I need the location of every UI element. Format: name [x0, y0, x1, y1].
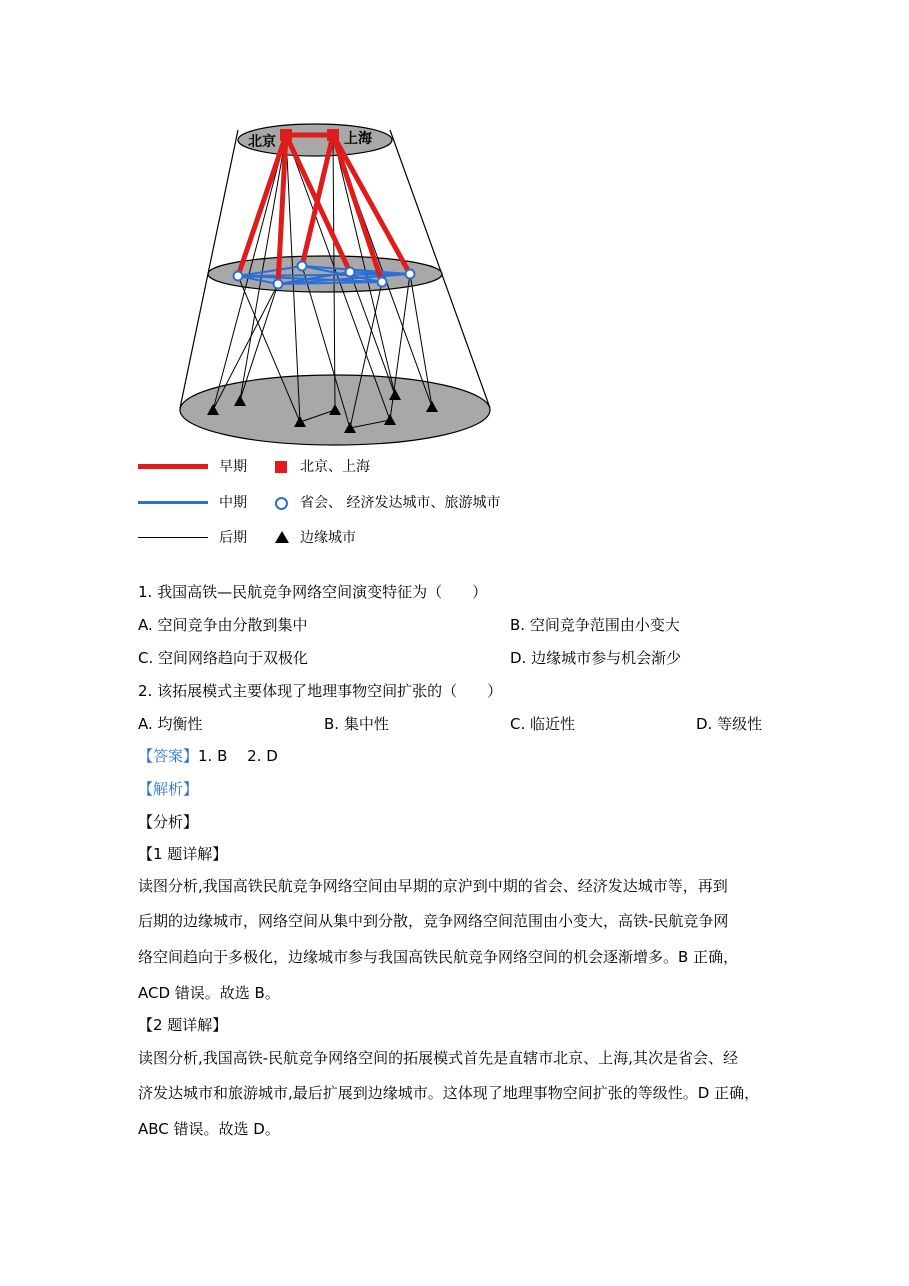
- answer-tag: 【答案】: [138, 747, 199, 765]
- q1-option-a: A. 空间竞争由分散到集中: [138, 616, 308, 634]
- q1-detail-tag: 【1 题详解】: [138, 845, 228, 863]
- mid-node-icon: [274, 280, 283, 289]
- q1-option-c: C. 空间网络趋向于双极化: [138, 649, 309, 667]
- q1-detail-line: ACD 错误。故选 B。: [138, 984, 280, 1002]
- legend-early-line: [138, 464, 208, 469]
- mid-node-icon: [378, 278, 387, 287]
- legend-early-desc: 北京、上海: [300, 459, 370, 475]
- q1-detail-line: 后期的边缘城市，网络空间从集中到分散，竞争网络空间范围由小变大，高铁-民航竞争网: [138, 912, 729, 930]
- mid-node-icon: [298, 262, 307, 271]
- legend-late-label: 后期: [219, 530, 247, 546]
- legend-early-label: 早期: [219, 459, 247, 475]
- legend-mid-desc: 省会、 经济发达城市、旅游城市: [300, 495, 501, 511]
- mid-node-icon: [234, 272, 243, 281]
- red-square-icon: [275, 461, 287, 473]
- black-triangle-icon: [275, 531, 289, 543]
- q1-stem: 1. 我国高铁—民航竞争网络空间演变特征为（ ）: [138, 583, 488, 601]
- mid-node-icon: [346, 268, 355, 277]
- q1-option-d: D. 边缘城市参与机会渐少: [510, 649, 682, 667]
- q2-detail-line: ABC 错误。故选 D。: [138, 1120, 280, 1138]
- legend-late-desc: 边缘城市: [300, 530, 356, 546]
- network-expansion-diagram: [170, 110, 500, 455]
- legend-mid-label: 中期: [219, 495, 247, 511]
- legend-late-line: [138, 537, 208, 538]
- q2-option-a: A. 均衡性: [138, 715, 203, 733]
- fenxi-tag: 【分析】: [138, 813, 199, 831]
- blue-circle-icon: [275, 497, 288, 510]
- q2-option-b: B. 集中性: [324, 715, 389, 733]
- q1-option-b: B. 空间竞争范围由小变大: [510, 616, 680, 634]
- q2-detail-line: 读图分析,我国高铁-民航竞争网络空间的拓展模式首先是直辖市北京、上海,其次是省会、经: [138, 1049, 738, 1067]
- mid-node-icon: [406, 270, 415, 279]
- q2-stem: 2. 该拓展模式主要体现了地理事物空间扩张的（ ）: [138, 682, 503, 700]
- answer-line: [138, 746, 278, 766]
- beijing-node-icon: [280, 129, 292, 141]
- answer-text: 1. B 2. D: [198, 747, 278, 765]
- beijing-label: 北京: [248, 134, 276, 150]
- shanghai-node-icon: [327, 129, 339, 141]
- q2-detail-tag: 【2 题详解】: [138, 1016, 228, 1034]
- legend-mid-line: [138, 501, 208, 504]
- analysis-tag: 【解析】: [138, 780, 199, 798]
- q1-detail-line: 读图分析,我国高铁民航竞争网络空间由早期的京沪到中期的省会、经济发达城市等，再到: [138, 877, 728, 895]
- shanghai-label: 上海: [344, 131, 372, 147]
- q2-option-c: C. 临近性: [510, 715, 576, 733]
- q1-detail-line: 络空间趋向于多极化，边缘城市参与我国高铁民航竞争网络空间的机会逐渐增多。B 正确，: [138, 948, 739, 966]
- q2-detail-line: 济发达城市和旅游城市,最后扩展到边缘城市。这体现了地理事物空间扩张的等级性。D 正确，: [138, 1084, 760, 1102]
- q2-option-d: D. 等级性: [696, 715, 763, 733]
